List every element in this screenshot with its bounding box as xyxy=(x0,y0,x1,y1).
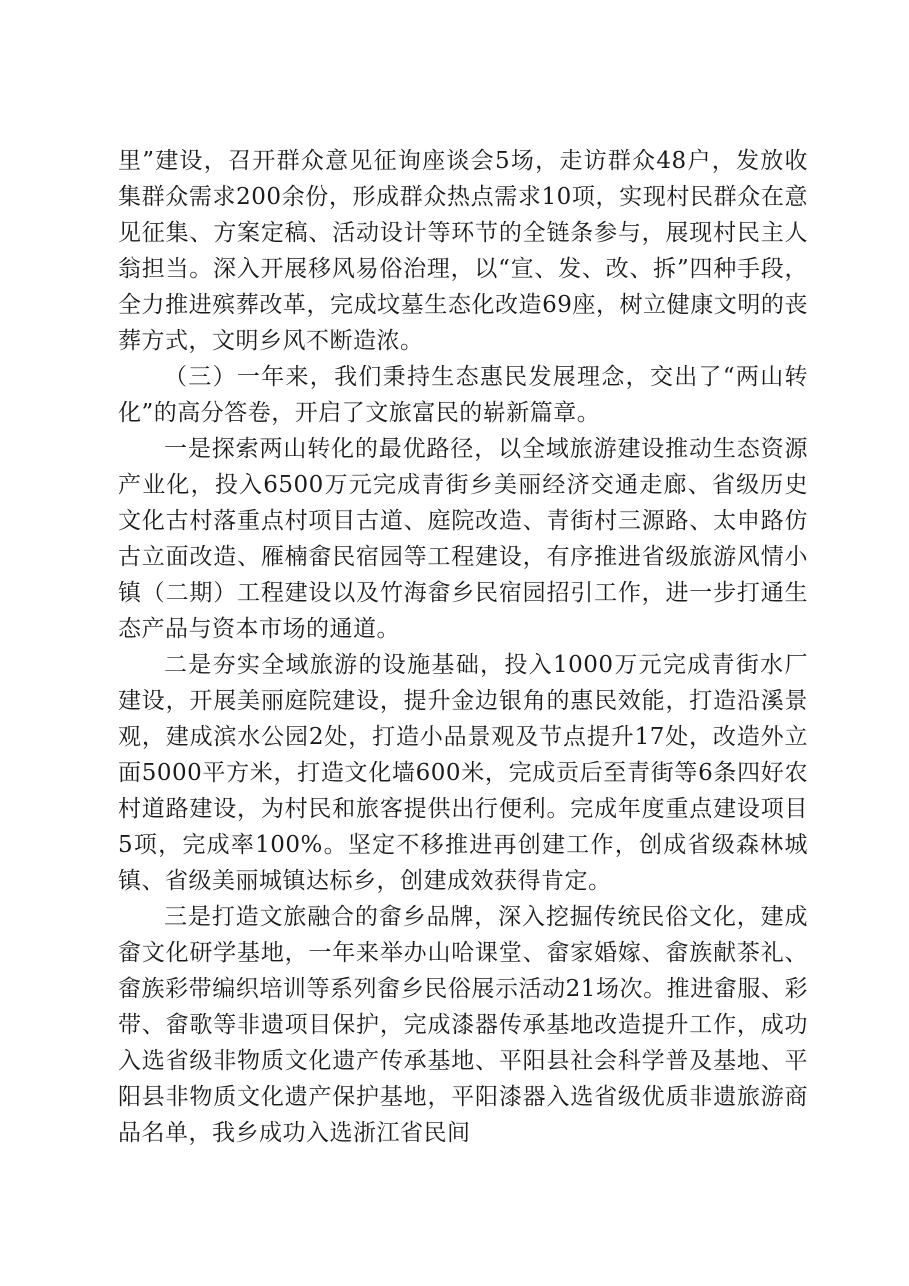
paragraph-5: 三是打造文旅融合的畲乡品牌，深入挖掘传统民俗文化，建成畲文化研学基地，一年来举办山哈课堂、畲家婚嫁、畲族献茶礼、畲族彩带编织培训等系列畲乡民俗展示活动21场次。推进畲服、彩带、畲歌等非遗项目保护，完成漆器传承基地改造提升工作，成功入选省级非物质文化遗产传承基地、平阳县社会科学普及基地、平阳县非物质文化遗产保护基地，平阳漆器入选省级优质非遗旅游商品名单，我乡成功入选浙江省民间 xyxy=(118,904,808,1146)
paragraph-2: （三）一年来，我们秉持生态惠民发展理念，交出了“两山转化”的高分答卷，开启了文旅富民的崭新篇章。 xyxy=(118,364,808,426)
paragraph-3: 一是探索两山转化的最优路径，以全域旅游建设推动生态资源产业化，投入6500万元完成青街乡美丽经济交通走廊、省级历史文化古村落重点村项目古道、庭院改造、青街村三源路、太申路仿古立面改造、雁楠畲民宿园等工程建设，有序推进省级旅游风情小镇（二期）工程建设以及竹海畲乡民宿园招引工作，进一步打通生态产品与资本市场的通道。 xyxy=(118,436,808,642)
document-body xyxy=(118,143,808,1151)
paragraph-1: 里”建设，召开群众意见征询座谈会5场，走访群众48户，发放收集群众需求200余份，形成群众热点需求10项，实现村民群众在意见征集、方案定稿、活动设计等环节的全链条参与，展现村民主人翁担当。深入开展移风易俗治理，以“宣、发、改、拆”四种手段，全力推进殡葬改革，完成坟墓生态化改造69座，树立健康文明的丧葬方式，文明乡风不断造浓。 xyxy=(118,148,808,354)
paragraph-4: 二是夯实全域旅游的设施基础，投入1000万元完成青街水厂建设，开展美丽庭院建设，提升金边银角的惠民效能，打造沿溪景观，建成滨水公园2处，打造小品景观及节点提升17处，改造外立面5000平方米，打造文化墙600米，完成贡后至青街等6条四好农村道路建设，为村民和旅客提供出行便利。完成年度重点建设项目5项，完成率100%。坚定不移推进再创建工作，创成省级森林城镇、省级美丽城镇达标乡，创建成效获得肯定。 xyxy=(118,652,808,894)
